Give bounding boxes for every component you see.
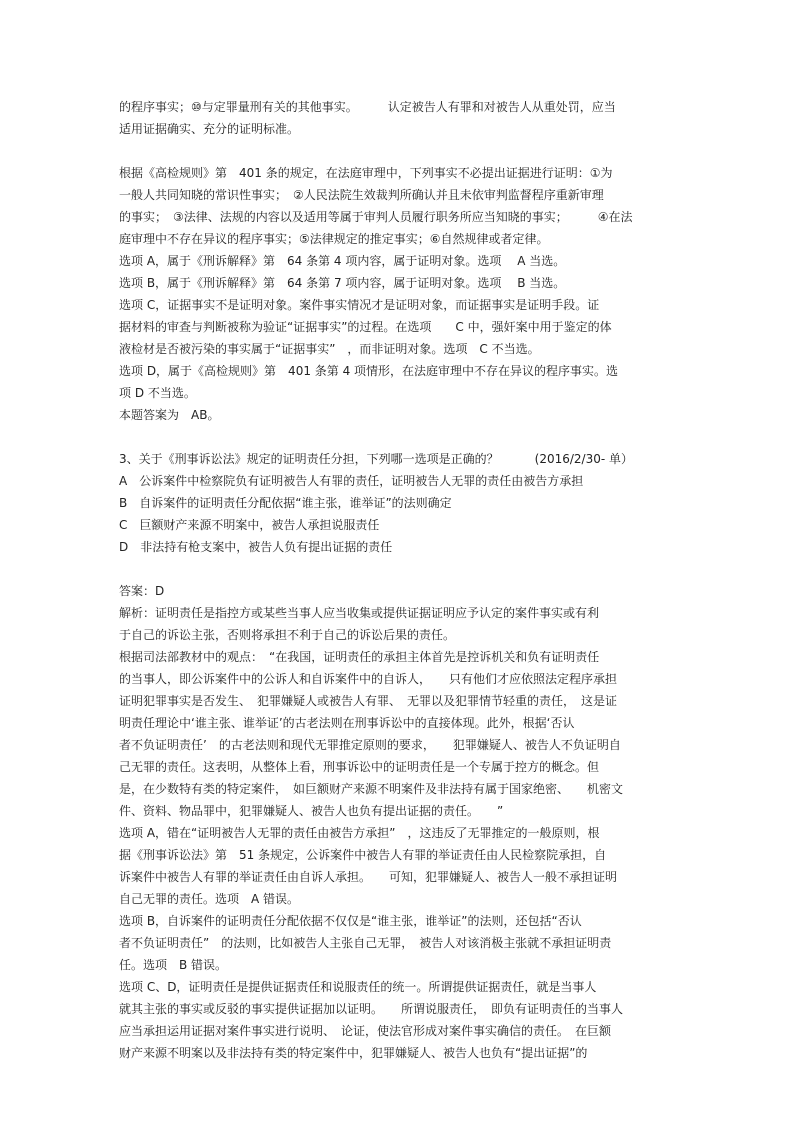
text-line: 据《刑事诉讼法》第 51 条规定，公诉案件中被告人有罪的举证责任由人民检察院承担，自 <box>119 848 607 862</box>
text-line: 根据《高检规则》第 401 条的规定，在法庭审理中，下列事实不必提出证据进行证明：①为 <box>119 166 613 180</box>
paragraph <box>119 580 674 1064</box>
text-line: 本题答案为 AB。 <box>119 408 220 422</box>
text-line: B 自诉案件的证明责任分配依据“谁主张，谁举证”的法则确定 <box>119 496 452 510</box>
paragraph-gap <box>119 558 674 580</box>
text-line: 项 D 不当选。 <box>119 386 196 400</box>
text-line: 的程序事实；⑩与定罪量刑有关的其他事实。 认定被告人有罪和对被告人从重处罚，应当 <box>119 100 616 114</box>
text-line: 自己无罪的责任。选项 A 错误。 <box>119 892 300 906</box>
text-line: A 公诉案件中检察院负有证明被告人有罪的责任，证明被告人无罪的责任由被告方承担 <box>119 474 584 488</box>
paragraph <box>119 162 674 426</box>
text-line: 件、资料、物品罪中，犯罪嫌疑人、被告人也负有提出证据的责任。 ” <box>119 804 504 818</box>
text-line: 者不负证明责任” 的法则，比如被告人主张自己无罪， 被告人对该消极主张就不承担证明责 <box>119 936 612 950</box>
text-line: 于自己的诉讼主张，否则将承担不利于自己的诉讼后果的责任。 <box>119 628 456 642</box>
text-line: 者不负证明责任’ 的古老法则和现代无罪推定原则的要求， 犯罪嫌疑人、被告人不负证明自 <box>119 738 621 752</box>
text-line: 的当事人，即公诉案件中的公诉人和自诉案件中的自诉人， 只有他们才应依照法定程序承担 <box>119 672 618 686</box>
text-line: 明责任理论中‘谁主张、谁举证’的古老法则在刑事诉讼中的直接体现。此外，根据‘否认 <box>119 716 575 730</box>
text-line: D 非法持有枪支案中，被告人负有提出证据的责任 <box>119 540 393 554</box>
text-line: 选项 C、D，证明责任是提供证据责任和说服责任的统一。所谓提供证据责任，就是当事人 <box>119 980 597 994</box>
text-line: 选项 B，自诉案件的证明责任分配依据不仅仅是“谁主张，谁举证”的法则，还包括“否认 <box>119 914 582 928</box>
text-line: 己无罪的责任。这表明，从整体上看，刑事诉讼中的证明责任是一个专属于控方的概念。但 <box>119 760 600 774</box>
text-line: 答案：D <box>119 584 165 598</box>
text-line: 任。选项 B 错误。 <box>119 958 228 972</box>
text-line: C 巨额财产来源不明案中，被告人承担说服责任 <box>119 518 380 532</box>
text-line: 选项 C，证据事实不是证明对象。案件事实情况才是证明对象，而证据事实是证明手段。证 <box>119 298 600 312</box>
text-line: 液检材是否被污染的事实属于“证据事实” ，而非证明对象。选项 C 不当选。 <box>119 342 540 356</box>
text-line: 选项 A，属于《刑诉解释》第 64 条第 4 项内容，属于证明对象。选项 A 当选。 <box>119 254 566 268</box>
text-line: 是，在少数特有类的特定案件， 如巨额财产来源不明案件及非法持有属于国家绝密、 机密文 <box>119 782 624 796</box>
text-line: 据材料的审查与判断被称为验证“证据事实”的过程。在选项 C 中，强奸案中用于鉴定的体 <box>119 320 612 334</box>
text-line: 证明犯罪事实是否发生、 犯罪嫌疑人或被告人有罪、 无罪以及犯罪情节轻重的责任， 这是证 <box>119 694 618 708</box>
text-line: 适用证据确实、充分的证明标准。 <box>119 122 300 136</box>
text-line: 的事实； ③法律、法规的内容以及适用等属于审判人员履行职务所应当知晓的事实； ④在法 <box>119 210 633 224</box>
text-line: 选项 D，属于《高检规则》第 401 条第 4 项情形，在法庭审理中不存在异议的程序事实。选 <box>119 364 619 378</box>
text-line: 一般人共同知晓的常识性事实； ②人民法院生效裁判所确认并且未依审判监督程序重新审理 <box>119 188 604 202</box>
paragraph <box>119 96 674 140</box>
text-line: 3、关于《刑事诉讼法》规定的证明责任分担，下列哪一选项是正确的？ (2016/2/30- 单） <box>119 452 633 466</box>
text-line: 根据司法部教材中的观点： “在我国，证明责任的承担主体首先是控诉机关和负有证明责任 <box>119 650 600 664</box>
paragraph-gap <box>119 426 674 448</box>
text-line: 解析：证明责任是指控方或某些当事人应当收集或提供证据证明应予认定的案件事实或有利 <box>119 606 600 620</box>
paragraph <box>119 448 674 558</box>
text-line: 庭审理中不存在异议的程序事实；⑤法律规定的推定事实；⑥自然规律或者定律。 <box>119 232 549 246</box>
text-line: 财产来源不明案以及非法持有类的特定案件中，犯罪嫌疑人、被告人也负有“提出证据”的 <box>119 1046 588 1060</box>
text-line: 应当承担运用证据对案件事实进行说明、 论证，使法官形成对案件事实确信的责任。 在巨额 <box>119 1024 612 1038</box>
text-line: 诉案件中被告人有罪的举证责任由自诉人承担。 可知，犯罪嫌疑人、被告人一般不承担证明 <box>119 870 618 884</box>
text-line: 选项 B，属于《刑诉解释》第 64 条第 7 项内容，属于证明对象。选项 B 当选。 <box>119 276 566 290</box>
paragraph-gap <box>119 140 674 162</box>
text-line: 就其主张的事实或反驳的事实提供证据加以证明。 所谓说服责任， 即负有证明责任的当事人 <box>119 1002 624 1016</box>
text-line: 选项 A，错在“证明被告人无罪的责任由被告方承担” ，这违反了无罪推定的一般原则，根 <box>119 826 600 840</box>
